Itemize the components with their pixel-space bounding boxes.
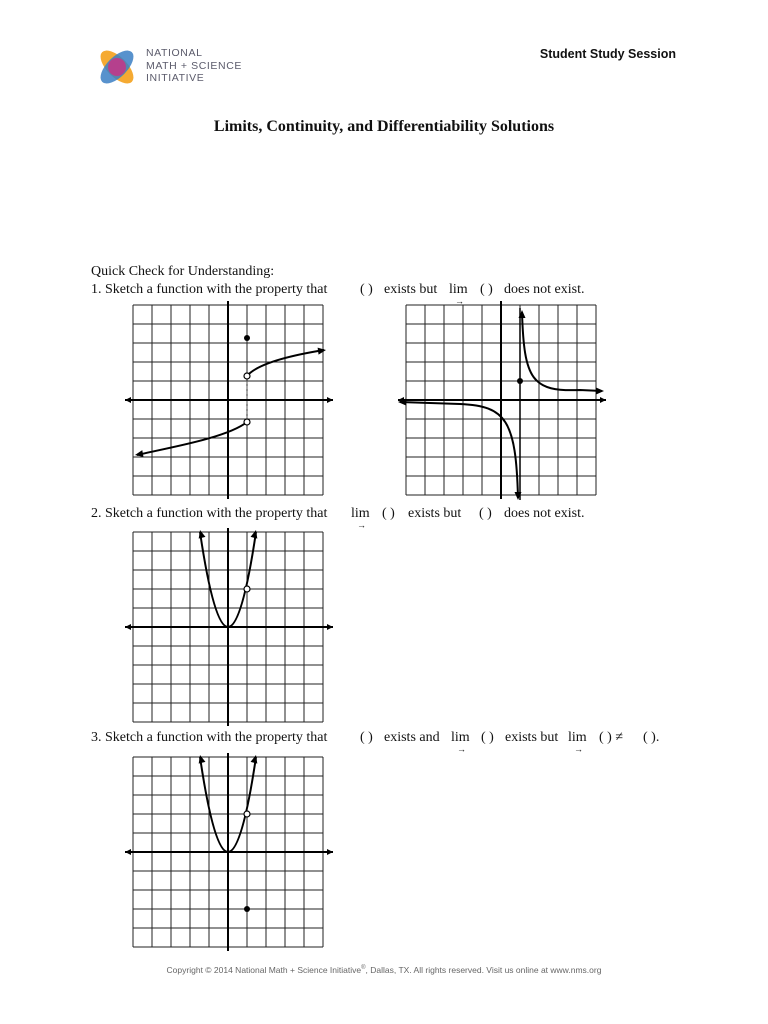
closed-point (244, 335, 250, 341)
logo-line: MATH + SCIENCE (146, 59, 243, 72)
open-point (244, 373, 250, 379)
graph-3-point-off (125, 752, 335, 952)
graph-1-asymptote (396, 300, 606, 505)
problem-3-paren: ( ) ≠ (599, 730, 624, 745)
curve-arrow-icon (318, 347, 327, 355)
curve-arrow-icon (197, 754, 206, 764)
problem-1-text: 1. Sketch a function with the property that (91, 282, 328, 297)
problem-3-text: exists but (505, 730, 559, 745)
limit-symbol: lim (568, 730, 587, 745)
problem-1-text: does not exist. (504, 282, 585, 297)
page-title: Limits, Continuity, and Differentiability Solutions (213, 118, 555, 135)
limit-symbol: lim (451, 730, 470, 745)
problem-2-paren: ( ) (382, 506, 395, 521)
nms-logo-icon (94, 44, 140, 90)
closed-point (244, 906, 250, 912)
curve-arrow-icon (197, 529, 206, 539)
section-heading: Quick Check for Understanding: (91, 264, 275, 279)
problem-3-text: exists and (384, 730, 440, 745)
problem-1-paren: ( ) (360, 282, 373, 297)
problem-1-paren: ( ) (480, 282, 493, 297)
graph-2-removable (125, 527, 335, 727)
limit-symbol: lim (351, 506, 370, 521)
problem-1-text: exists but (384, 282, 438, 297)
footer-copyright-text: Copyright © 2014 National Math + Science Initiative (166, 965, 362, 975)
footer-copyright (0, 965, 768, 975)
x-axis-arrow-icon (327, 849, 333, 855)
open-point (244, 811, 250, 817)
x-axis-arrow-icon (600, 397, 606, 403)
problem-3-text: 3. Sketch a function with the property that (91, 730, 328, 745)
x-axis-arrow-icon (327, 624, 333, 630)
footer-copyright-rest: , Dallas, TX. All rights reserved. Visit us online at www.nms.org (365, 965, 602, 975)
problem-2-paren: ( ) (479, 506, 492, 521)
session-label: Student Study Session (539, 47, 676, 61)
logo-line: NATIONAL (146, 47, 203, 59)
limit-arrow: → (455, 296, 464, 306)
curve-arrow-icon (596, 388, 604, 395)
limit-symbol: lim (449, 282, 468, 297)
problem-2-text: exists but (408, 506, 462, 521)
limit-arrow: → (574, 744, 583, 754)
problem-2-text: 2. Sketch a function with the property that (91, 506, 328, 521)
curve-arrow-icon (251, 754, 260, 764)
logo-text (146, 47, 242, 85)
problem-3-paren: ( ) (481, 730, 494, 745)
x-axis-arrow-icon (327, 397, 333, 403)
open-point (244, 419, 250, 425)
x-axis-arrow-icon (125, 397, 131, 403)
curve-arrow-icon (251, 529, 260, 539)
problem-2-text: does not exist. (504, 506, 585, 521)
limit-arrow: → (457, 744, 466, 754)
graph-1-jump (125, 300, 335, 500)
x-axis-arrow-icon (125, 624, 131, 630)
limit-arrow: → (357, 520, 366, 530)
logo-line: INITIATIVE (146, 72, 205, 84)
problem-3-paren: ( ). (643, 730, 660, 745)
open-point (244, 586, 250, 592)
closed-point (517, 378, 523, 384)
x-axis-arrow-icon (125, 849, 131, 855)
problem-3-paren: ( ) (360, 730, 373, 745)
footer-registered-mark: ® (361, 965, 366, 972)
